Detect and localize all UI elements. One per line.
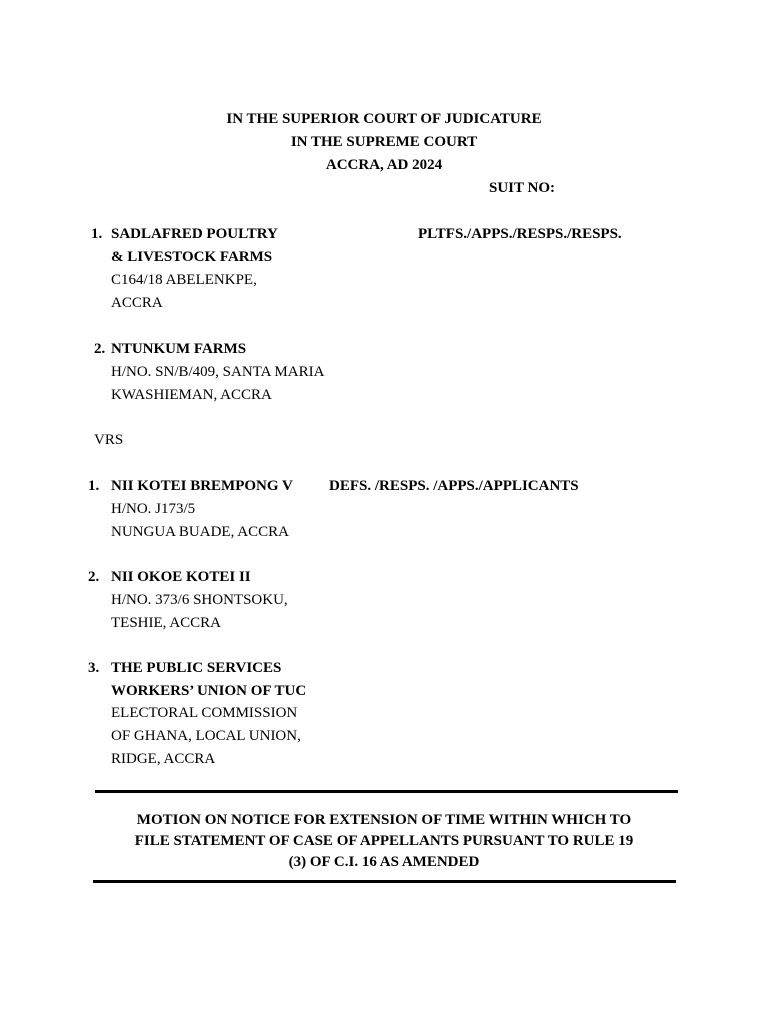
party-address: KWASHIEMAN, ACCRA [111, 387, 272, 403]
party-address: TESHIE, ACCRA [111, 615, 222, 631]
party-name: WORKERS’ UNION OF TUC [111, 683, 307, 699]
party-name: & LIVESTOCK FARMS [111, 249, 273, 265]
party-name: SADLAFRED POULTRY [111, 226, 278, 242]
bottom-rule [93, 880, 676, 883]
party-name: NII KOTEI BREMPONG V [111, 478, 293, 494]
party-address: H/NO. J173/5 [111, 501, 196, 517]
plaintiffs-role: PLTFS./APPS./RESPS./RESPS. [418, 226, 622, 242]
motion-title-line: FILE STATEMENT OF CASE OF APPELLANTS PURSUANT TO RULE 19 [134, 833, 634, 849]
motion-title-line: MOTION ON NOTICE FOR EXTENSION OF TIME WITHIN WHICH TO [136, 812, 632, 828]
party-address: OF GHANA, LOCAL UNION, [111, 728, 301, 744]
party-name: NII OKOE KOTEI II [111, 569, 251, 585]
defendants-role: DEFS. /RESPS. /APPS./APPLICANTS [329, 478, 579, 494]
party-address: H/NO. 373/6 SHONTSOKU, [111, 592, 288, 608]
party-address: C164/18 ABELENKPE, [111, 272, 257, 288]
party-address: ACCRA [111, 295, 163, 311]
court-division: IN THE SUPREME COURT [290, 134, 478, 150]
party-address: NUNGUA BUADE, ACCRA [111, 524, 289, 540]
party-name: THE PUBLIC SERVICES [111, 660, 282, 676]
party-address: H/NO. SN/B/409, SANTA MARIA [111, 364, 325, 380]
party-number: 1. [88, 478, 100, 494]
party-number: 2. [88, 569, 100, 585]
party-number: 3. [88, 660, 100, 676]
party-name: NTUNKUM FARMS [111, 341, 247, 357]
top-rule [95, 790, 678, 793]
versus-label: VRS [94, 432, 124, 448]
suit-number: SUIT NO: [489, 180, 555, 196]
party-number: 1. [91, 226, 103, 242]
party-address: ELECTORAL COMMISSION [111, 705, 298, 721]
party-number: 2. [94, 341, 106, 357]
motion-title-line: (3) OF C.I. 16 AS AMENDED [288, 854, 480, 870]
court-place-date: ACCRA, AD 2024 [325, 157, 443, 173]
party-address: RIDGE, ACCRA [111, 751, 216, 767]
court-name: IN THE SUPERIOR COURT OF JUDICATURE [226, 111, 542, 127]
